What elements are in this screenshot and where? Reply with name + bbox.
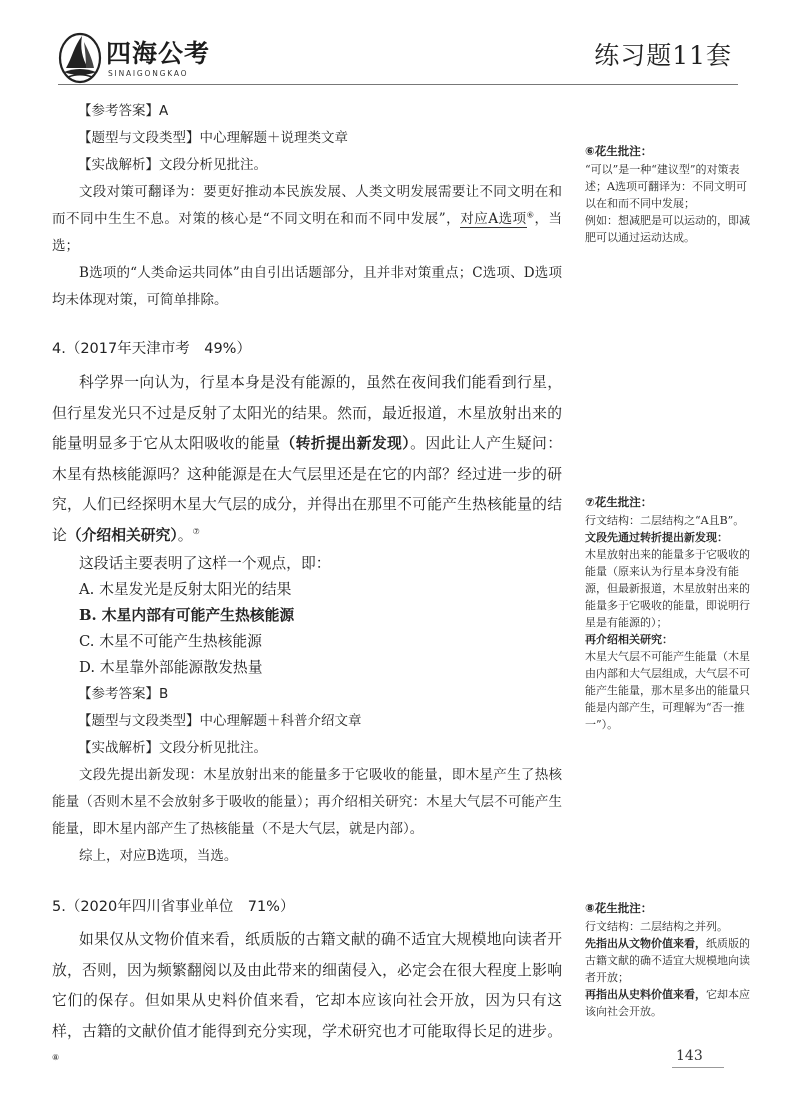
q4-option-b: B. 木星内部有可能产生热核能源: [79, 607, 295, 624]
side-note-7-heading-2: 再介绍相关研究：: [585, 633, 673, 646]
side-note-7-text-1: 行文结构：二层结构之“A且B”。: [585, 514, 745, 527]
q5-heading: 5.（2020年四川省事业单位 71%）: [52, 899, 295, 915]
q4-type: 【题型与文段类型】中心理解题＋科普介绍文章: [78, 713, 362, 729]
q3-analysis: 【实战解析】文段分析见批注。: [78, 157, 267, 173]
q4-annotation-turn: （转折提出新发现）: [280, 435, 411, 452]
q4-option-d: D. 木星靠外部能源散发热量: [79, 659, 263, 676]
publisher-logo: [58, 28, 238, 88]
q4-explanation-1: 文段先提出新发现：木星放射出来的能量多于它吸收的能量，即木星产生了热核能量（否则木星不会放射多于吸收的能量）；再介绍相关研究：木星大气层不可能产生能量，即木星内部产生了热核能量（不是大气层，就是内部）。: [52, 767, 562, 837]
q4-option-c: C. 木星不可能产生热核能源: [79, 633, 262, 650]
q4-heading: 4.（2017年天津市考 49%）: [52, 341, 251, 357]
side-note-7: [585, 494, 753, 733]
brand-name: 四海公考: [106, 39, 211, 68]
side-note-7-title: ⑦花生批注：: [585, 495, 653, 509]
side-note-8: [585, 900, 753, 1020]
q4-answer: 【参考答案】B: [78, 686, 169, 702]
brand-subtitle: SINAIGONGKAO: [108, 69, 189, 78]
side-note-8-title: ⑧花生批注：: [585, 901, 653, 915]
side-note-6-text-1: “可以”是一种“建议型”的对策表述；A选项可翻译为：不同文明可以在和而不同中发展；: [585, 163, 747, 210]
q4-question: 这段话主要表明了这样一个观点，即：: [79, 555, 331, 572]
q3-explanation-1: 文段对策可翻译为：要更好推动本民族发展、人类文明发展需要让不同文明在和而不同中生生不息。对策的核心是“不同文明在和而不同中发展”，对应A选项⑥，当选；: [52, 184, 563, 254]
q3-type: 【题型与文段类型】中心理解题＋说理类文章: [78, 130, 348, 146]
main-content: [52, 98, 562, 1078]
side-note-6: [585, 143, 753, 246]
q3-explanation-2: B选项的“人类命运共同体”由自引出话题部分，且并非对策重点；C选项、D选项均未体现对策，可简单排除。: [52, 265, 562, 308]
q3-answer: 【参考答案】A: [78, 103, 169, 119]
header-divider: [58, 84, 738, 85]
side-note-7-text-3: 木星大气层不可能产生能量（木星由内部和大气层组成，大气层不可能产生能量，那木星多出的能量只能是内部产生，可理解为“否一推一”）。: [585, 650, 750, 731]
page-number-rule: [672, 1067, 724, 1068]
side-note-8-text-3: 再指出从史料价值来看，它却本应该向社会开放。: [585, 988, 750, 1018]
q4-analysis: 【实战解析】文段分析见批注。: [78, 740, 267, 756]
page-number: 143: [676, 1048, 703, 1064]
book-section-title: 练习题11套: [594, 41, 732, 70]
sailboat-logo-icon: [58, 28, 102, 86]
q4-option-a: A. 木星发光是反射太阳光的结果: [79, 581, 292, 598]
q4-annotation-research: （介绍相关研究）: [66, 526, 178, 544]
side-note-8-text-1: 行文结构：二层结构之并列。: [585, 920, 728, 933]
side-note-6-text-2: 例如：想减肥是可以运动的，即减肥可以通过运动达成。: [585, 214, 750, 244]
side-note-8-text-2: 先指出从文物价值来看，纸质版的古籍文献的确不适宜大规模地向读者开放；: [585, 937, 750, 984]
side-note-7-text-2: 木星放射出来的能量多于它吸收的能量（原来认为行星本身没有能源，但最新报道，木星放射出来的能量多于它吸收的能量，即说明行星是有能源的）；: [585, 548, 750, 629]
q5-passage: 如果仅从文物价值来看，纸质版的古籍文献的确不适宜大规模地向读者开放，否则，因为频繁翻阅以及由此带来的细菌侵入，必定会在很大程度上影响它们的保存。但如果从史料价值来看，它却本应该向社会开放，因为只有这样，古籍的文献价值才能得到充分实现，学术研究也才可能取得长足的进步。⑧: [52, 931, 562, 1063]
q3-underlined-conclusion: 对应A选项: [460, 211, 527, 227]
q4-passage: 科学界一向认为，行星本身是没有能源的，虽然在夜间我们能看到行星，但行星发光只不过是反射了太阳光的结果。然而，最近报道，木星放射出来的能量明显多于它从太阳吸收的能量（转折提出新发现）。因此让人产生疑问：木星有热核能源吗？这种能源是在大气层里还是在它的内部？经过进一步的研究，人们已经探明木星大气层的成分，并得出在那里不可能产生热核能量的结论（介绍相关研究）。⑦: [52, 374, 562, 544]
q4-explanation-2: 综上，对应B选项，当选。: [79, 848, 238, 864]
side-note-6-title: ⑥花生批注：: [585, 144, 653, 158]
side-note-7-heading-1: 文段先通过转折提出新发现：: [585, 531, 728, 544]
